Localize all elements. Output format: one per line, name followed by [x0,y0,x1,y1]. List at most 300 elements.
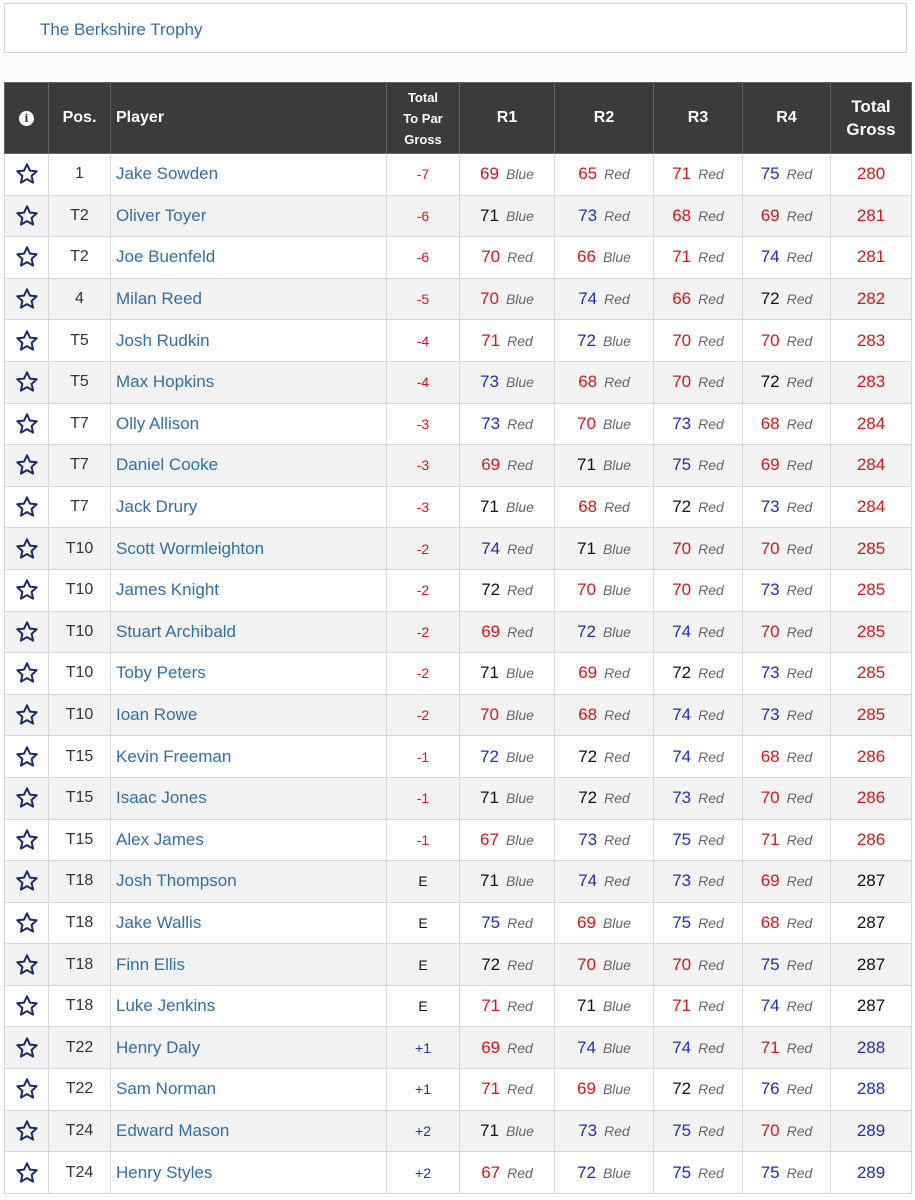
round-2-cell [555,777,654,819]
tee-label: Red [507,1081,533,1098]
round-4-cell [743,486,831,528]
round-2-cell [555,819,654,861]
tee-label: Red [507,415,533,432]
player-name-link[interactable]: Daniel Cooke [111,445,387,487]
tee-label: Blue [505,831,534,848]
r1-header[interactable]: R1 [460,83,555,154]
tournament-title-link[interactable]: The Berkshire Trophy [40,20,203,39]
star-icon[interactable] [5,245,48,269]
round-score: 69 [480,164,499,184]
favorite-star-button[interactable] [5,1027,49,1069]
round-score: 75 [672,912,692,932]
round-2-cell [555,694,654,736]
tee-label: Red [507,457,533,474]
round-score: 74 [672,705,692,725]
total-gross-cell: 286 [831,819,912,861]
total-gross-cell: 286 [831,736,912,778]
tee-label: Red [604,665,630,682]
r2-header[interactable]: R2 [555,83,654,154]
player-header[interactable]: Player [111,83,387,154]
player-name-link[interactable]: Edward Mason [111,1110,387,1152]
favorite-star-button[interactable] [5,736,49,778]
round-score: 75 [481,912,501,932]
player-name-link[interactable]: Toby Peters [111,653,387,695]
tee-label: Red [604,748,630,765]
star-icon[interactable] [5,370,48,394]
player-name-link[interactable]: Stuart Archibald [111,611,387,653]
round-score: 70 [760,1120,780,1140]
round-score: 68 [578,497,598,517]
favorite-star-button[interactable] [5,195,49,237]
total-gross-cell: 280 [831,154,912,196]
round-1-cell [460,985,555,1027]
round-score: 70 [760,330,780,350]
star-icon[interactable] [5,1119,48,1143]
topar-header-line2: To Par [403,110,443,126]
round-score: 71 [480,497,499,517]
total-gross-cell: 287 [831,861,912,903]
round-score: 70 [672,954,692,974]
round-score: 70 [577,954,596,974]
tee-label: Red [786,1081,813,1098]
round-2-cell [555,1152,654,1194]
round-2-cell [555,528,654,570]
round-3-cell [654,486,743,528]
player-name-link[interactable]: Alex James [111,819,387,861]
player-name-link[interactable]: Oliver Toyer [111,195,387,237]
round-score: 70 [577,413,596,433]
round-1-cell [460,777,555,819]
total-gross-cell: 285 [831,569,912,611]
total-gross-cell: 287 [831,944,912,986]
tee-label: Red [698,499,724,516]
round-2-cell [555,1110,654,1152]
to-par-cell: -3 [387,403,460,445]
round-2-cell [555,445,654,487]
player-name-link[interactable]: Josh Rudkin [111,320,387,362]
tee-label: Blue [505,1122,534,1139]
star-icon[interactable] [5,661,48,685]
round-4-cell [743,1027,831,1069]
round-2-cell [555,1069,654,1111]
star-icon[interactable] [5,786,48,810]
total-gross-cell: 288 [831,1069,912,1111]
round-3-cell [654,1110,743,1152]
info-icon[interactable]: i [19,111,34,126]
round-score: 69 [760,455,780,475]
total-gross-cell: 284 [831,403,912,445]
round-score: 72 [578,788,598,808]
tee-label: Red [507,1039,533,1056]
round-score: 75 [760,1162,780,1182]
round-score: 70 [760,538,780,558]
tee-label: Red [604,831,630,848]
player-name-link[interactable]: Isaac Jones [111,777,387,819]
to-par-cell: -3 [387,445,460,487]
player-name-link[interactable]: Henry Daly [111,1027,387,1069]
round-score: 75 [672,829,692,849]
to-par-cell: -7 [387,154,460,196]
tee-label: Red [786,1164,813,1181]
leaderboard-row [5,1069,912,1111]
tee-label: Red [698,1039,724,1056]
round-4-cell [743,569,831,611]
favorite-star-button[interactable] [5,902,49,944]
total-gross-cell: 285 [831,611,912,653]
star-icon[interactable] [5,412,48,436]
round-score: 73 [760,705,780,725]
r3-header[interactable]: R3 [654,83,743,154]
tee-label: Red [507,249,533,266]
tee-label: Red [786,623,813,640]
star-icon[interactable] [5,287,48,311]
tee-label: Blue [602,1039,631,1056]
round-1-cell [460,736,555,778]
star-icon[interactable] [5,578,48,602]
player-name-link[interactable]: James Knight [111,569,387,611]
tee-label: Blue [602,623,631,640]
total-gross-cell: 281 [831,237,912,279]
tee-label: Red [698,665,724,682]
round-3-cell [654,237,743,279]
tee-label: Red [786,1122,813,1139]
favorite-star-button[interactable] [5,611,49,653]
position-cell: T15 [49,777,111,819]
player-name-link[interactable]: Ioan Rowe [111,694,387,736]
round-score: 70 [760,788,780,808]
round-score: 71 [480,788,499,808]
round-score: 69 [578,663,598,683]
round-2-cell [555,944,654,986]
round-score: 75 [672,1120,692,1140]
player-name-link[interactable]: Luke Jenkins [111,985,387,1027]
tee-label: Red [507,623,533,640]
round-score: 71 [672,996,692,1016]
tee-label: Blue [602,1081,631,1098]
tee-label: Blue [602,540,631,557]
player-name-link[interactable]: Jake Sowden [111,154,387,196]
round-score: 71 [577,455,596,475]
position-cell: T2 [49,195,111,237]
tee-label: Blue [602,914,631,931]
tee-label: Red [604,873,630,890]
total-gross-cell: 289 [831,1110,912,1152]
tee-label: Blue [602,582,631,599]
round-score: 72 [577,621,596,641]
player-name-link[interactable]: Sam Norman [111,1069,387,1111]
round-score: 69 [481,1037,501,1057]
leaderboard-row [5,611,912,653]
round-1-cell [460,154,555,196]
round-4-cell [743,1069,831,1111]
favorite-star-button[interactable] [5,237,49,279]
star-icon[interactable] [5,994,48,1018]
round-score: 70 [480,289,499,309]
round-1-cell [460,569,555,611]
tee-label: Red [698,1081,724,1098]
favorite-star-button[interactable] [5,154,49,196]
leaderboard-row [5,944,912,986]
leaderboard-row [5,278,912,320]
round-score: 70 [760,621,780,641]
star-icon[interactable] [5,911,48,935]
round-4-cell [743,320,831,362]
to-par-cell: -1 [387,777,460,819]
round-1-cell [460,237,555,279]
round-score: 70 [672,372,692,392]
star-icon[interactable] [5,1077,48,1101]
round-2-cell [555,569,654,611]
position-cell: T7 [49,445,111,487]
total-header[interactable] [831,83,912,154]
round-3-cell [654,1152,743,1194]
round-score: 71 [760,1037,780,1057]
round-score: 75 [760,164,780,184]
favorite-star-button[interactable] [5,694,49,736]
round-3-cell [654,154,743,196]
tee-label: Red [507,914,533,931]
tee-label: Red [604,707,630,724]
star-icon[interactable] [5,703,48,727]
round-4-cell [743,902,831,944]
round-3-cell [654,819,743,861]
round-score: 70 [480,705,499,725]
to-par-cell: -5 [387,278,460,320]
tee-label: Red [786,415,813,432]
favorite-star-button[interactable] [5,1152,49,1194]
total-gross-cell: 282 [831,278,912,320]
player-name-link[interactable]: Scott Wormleighton [111,528,387,570]
favorite-star-button[interactable] [5,278,49,320]
to-par-cell: -2 [387,611,460,653]
tee-label: Red [604,499,630,516]
round-3-cell [654,985,743,1027]
round-score: 71 [760,829,780,849]
round-score: 71 [672,247,692,267]
star-icon[interactable] [5,495,48,519]
round-4-cell [743,777,831,819]
favorite-star-button[interactable] [5,1069,49,1111]
favorite-star-button[interactable] [5,944,49,986]
round-score: 71 [480,1120,499,1140]
leaderboard-row [5,861,912,903]
leaderboard-row [5,985,912,1027]
leaderboard-row [5,403,912,445]
to-par-cell: -6 [387,195,460,237]
round-2-cell [555,403,654,445]
to-par-cell: +2 [387,1152,460,1194]
tee-label: Red [698,1164,724,1181]
favorite-star-button[interactable] [5,486,49,528]
leaderboard-row [5,653,912,695]
player-name-link[interactable]: Jack Drury [111,486,387,528]
tee-label: Red [786,166,813,183]
r4-header[interactable]: R4 [743,83,831,154]
round-2-cell [555,154,654,196]
round-score: 72 [760,289,780,309]
position-cell: T10 [49,569,111,611]
round-score: 73 [672,788,692,808]
tee-label: Blue [505,166,534,183]
leaderboard-row [5,569,912,611]
round-4-cell [743,154,831,196]
round-3-cell [654,944,743,986]
to-par-cell: E [387,902,460,944]
favorite-star-button[interactable] [5,403,49,445]
position-cell: T22 [49,1069,111,1111]
tee-label: Red [507,956,533,973]
tee-label: Red [698,415,724,432]
round-score: 71 [577,996,596,1016]
tee-label: Blue [602,998,631,1015]
star-icon[interactable] [5,620,48,644]
to-par-cell: -3 [387,486,460,528]
round-3-cell [654,278,743,320]
round-3-cell [654,1027,743,1069]
tee-label: Red [786,748,813,765]
tee-label: Blue [602,1164,631,1181]
favorite-star-button[interactable] [5,320,49,362]
round-1-cell [460,861,555,903]
tee-label: Red [786,291,813,308]
favorite-star-button[interactable] [5,528,49,570]
to-par-cell: -2 [387,528,460,570]
total-gross-cell: 283 [831,361,912,403]
star-icon[interactable] [5,1161,48,1185]
total-gross-cell: 286 [831,777,912,819]
tee-label: Blue [602,415,631,432]
star-icon[interactable] [5,204,48,228]
favorite-star-button[interactable] [5,985,49,1027]
player-name-link[interactable]: Henry Styles [111,1152,387,1194]
tee-label: Red [698,207,724,224]
tee-label: Blue [602,332,631,349]
star-icon[interactable] [5,828,48,852]
topar-header[interactable] [387,83,460,154]
round-score: 71 [480,663,499,683]
total-gross-cell: 288 [831,1027,912,1069]
total-gross-cell: 285 [831,694,912,736]
round-4-cell [743,1110,831,1152]
tee-label: Red [786,374,813,391]
star-icon[interactable] [5,537,48,561]
round-score: 73 [578,205,598,225]
topar-header-line3: Gross [404,131,442,147]
position-cell: T15 [49,819,111,861]
player-name-link[interactable]: Jake Wallis [111,902,387,944]
info-header[interactable] [5,83,49,154]
leaderboard-row [5,361,912,403]
round-1-cell [460,361,555,403]
position-cell: T7 [49,486,111,528]
player-name-link[interactable]: Joe Buenfeld [111,237,387,279]
leaderboard-row [5,237,912,279]
total-gross-cell: 284 [831,486,912,528]
round-3-cell [654,861,743,903]
star-icon[interactable] [5,162,48,186]
round-2-cell [555,320,654,362]
tee-label: Blue [505,291,534,308]
round-score: 68 [578,705,598,725]
round-2-cell [555,237,654,279]
player-name-link[interactable]: Max Hopkins [111,361,387,403]
leaderboard-row [5,819,912,861]
star-icon[interactable] [5,745,48,769]
tee-label: Red [786,582,813,599]
star-icon[interactable] [5,329,48,353]
round-1-cell [460,902,555,944]
tee-label: Red [786,249,813,266]
round-score: 71 [481,996,501,1016]
to-par-cell: -6 [387,237,460,279]
tee-label: Blue [505,707,534,724]
favorite-star-button[interactable] [5,653,49,695]
pos-header[interactable]: Pos. [49,83,111,154]
round-score: 74 [481,538,501,558]
tee-label: Red [698,707,724,724]
round-1-cell [460,694,555,736]
favorite-star-button[interactable] [5,777,49,819]
round-4-cell [743,445,831,487]
favorite-star-button[interactable] [5,861,49,903]
player-name-link[interactable]: Olly Allison [111,403,387,445]
star-icon[interactable] [5,953,48,977]
favorite-star-button[interactable] [5,819,49,861]
round-4-cell [743,861,831,903]
tee-label: Red [698,249,724,266]
player-name-link[interactable]: Finn Ellis [111,944,387,986]
round-score: 68 [760,912,780,932]
tee-label: Red [698,748,724,765]
favorite-star-button[interactable] [5,361,49,403]
tee-label: Red [786,831,813,848]
star-icon[interactable] [5,869,48,893]
round-4-cell [743,195,831,237]
round-3-cell [654,694,743,736]
round-score: 74 [760,996,780,1016]
player-name-link[interactable]: Josh Thompson [111,861,387,903]
round-2-cell [555,861,654,903]
player-name-link[interactable]: Kevin Freeman [111,736,387,778]
position-cell: 1 [49,154,111,196]
leaderboard-row [5,486,912,528]
tee-label: Red [604,374,630,391]
round-score: 69 [481,455,501,475]
favorite-star-button[interactable] [5,569,49,611]
tee-label: Red [786,457,813,474]
position-cell: T18 [49,985,111,1027]
round-2-cell [555,736,654,778]
round-score: 73 [760,663,780,683]
tee-label: Red [786,873,813,890]
round-score: 74 [760,247,780,267]
tee-label: Red [698,582,724,599]
position-cell: T18 [49,902,111,944]
player-name-link[interactable]: Milan Reed [111,278,387,320]
star-icon[interactable] [5,1036,48,1060]
favorite-star-button[interactable] [5,1110,49,1152]
position-cell: T2 [49,237,111,279]
round-3-cell [654,569,743,611]
position-cell: T24 [49,1152,111,1194]
tee-label: Red [698,873,724,890]
favorite-star-button[interactable] [5,445,49,487]
round-2-cell [555,1027,654,1069]
round-1-cell [460,819,555,861]
total-header-line2: Gross [846,120,896,139]
leaderboard-row [5,195,912,237]
star-icon[interactable] [5,453,48,477]
